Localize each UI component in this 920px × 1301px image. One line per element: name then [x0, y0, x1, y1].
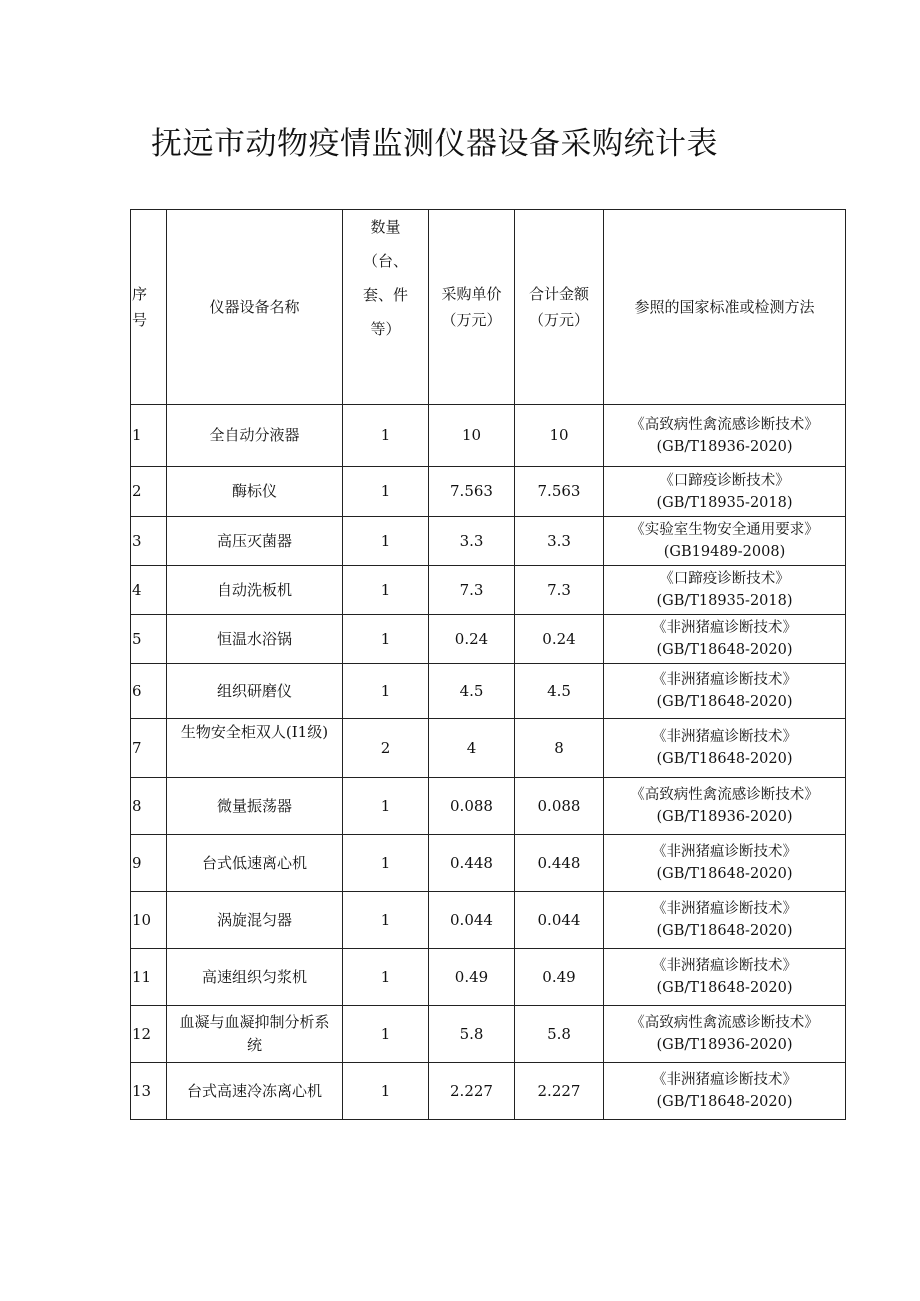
cell-name: 全自动分液器 [167, 405, 343, 467]
table-row [131, 719, 846, 778]
cell-quantity: 1 [343, 467, 429, 517]
cell-index: 5 [131, 615, 167, 664]
table-row [131, 949, 846, 1006]
cell-unit-price: 2.227 [429, 1063, 515, 1120]
cell-total: 2.227 [515, 1063, 604, 1120]
cell-index: 12 [131, 1006, 167, 1063]
table-row [131, 835, 846, 892]
table-row [131, 1006, 846, 1063]
cell-name: 高压灭菌器 [167, 517, 343, 566]
cell-total: 3.3 [515, 517, 604, 566]
cell-name: 自动洗板机 [167, 566, 343, 615]
cell-name: 微量振荡器 [167, 778, 343, 835]
cell-total: 8 [515, 719, 604, 778]
cell-name: 台式高速冷冻离心机 [167, 1063, 343, 1120]
cell-index: 1 [131, 405, 167, 467]
table-row [131, 467, 846, 517]
header-unit-price: 采购单价 （万元） [429, 210, 515, 405]
cell-unit-price: 7.3 [429, 566, 515, 615]
cell-index: 2 [131, 467, 167, 517]
cell-standard: 《非洲猪瘟诊断技术》 (GB/T18648-2020) [604, 892, 846, 949]
cell-quantity: 1 [343, 566, 429, 615]
cell-standard: 《口蹄疫诊断技术》 (GB/T18935-2018) [604, 566, 846, 615]
cell-name: 生物安全柜双人(I1级) [167, 719, 343, 778]
cell-standard: 《实验室生物安全通用要求》 (GB19489-2008) [604, 517, 846, 566]
header-row [131, 210, 846, 405]
cell-quantity: 1 [343, 949, 429, 1006]
cell-total: 5.8 [515, 1006, 604, 1063]
cell-name: 高速组织匀浆机 [167, 949, 343, 1006]
cell-index: 4 [131, 566, 167, 615]
cell-standard: 《非洲猪瘟诊断技术》 (GB/T18648-2020) [604, 1063, 846, 1120]
cell-unit-price: 0.044 [429, 892, 515, 949]
cell-unit-price: 7.563 [429, 467, 515, 517]
table-row [131, 892, 846, 949]
cell-name: 恒温水浴锅 [167, 615, 343, 664]
cell-total: 4.5 [515, 664, 604, 719]
cell-name: 台式低速离心机 [167, 835, 343, 892]
table-row [131, 664, 846, 719]
cell-index: 6 [131, 664, 167, 719]
header-quantity: 数量 （台、 套、件 等） [343, 210, 429, 405]
cell-quantity: 1 [343, 664, 429, 719]
header-total: 合计金额 （万元） [515, 210, 604, 405]
table-row [131, 778, 846, 835]
cell-standard: 《口蹄疫诊断技术》 (GB/T18935-2018) [604, 467, 846, 517]
header-standard: 参照的国家标准或检测方法 [604, 210, 846, 405]
cell-name: 酶标仪 [167, 467, 343, 517]
cell-unit-price: 5.8 [429, 1006, 515, 1063]
table-row [131, 405, 846, 467]
cell-total: 10 [515, 405, 604, 467]
cell-total: 0.044 [515, 892, 604, 949]
cell-unit-price: 4.5 [429, 664, 515, 719]
cell-quantity: 1 [343, 835, 429, 892]
cell-unit-price: 0.448 [429, 835, 515, 892]
cell-unit-price: 0.49 [429, 949, 515, 1006]
cell-index: 3 [131, 517, 167, 566]
procurement-table [130, 209, 846, 1120]
cell-total: 0.448 [515, 835, 604, 892]
cell-index: 13 [131, 1063, 167, 1120]
cell-standard: 《非洲猪瘟诊断技术》 (GB/T18648-2020) [604, 835, 846, 892]
table-row [131, 615, 846, 664]
cell-standard: 《高致病性禽流感诊断技术》 (GB/T18936-2020) [604, 405, 846, 467]
cell-index: 10 [131, 892, 167, 949]
cell-unit-price: 4 [429, 719, 515, 778]
cell-name: 血凝与血凝抑制分析系 统 [167, 1006, 343, 1063]
cell-standard: 《高致病性禽流感诊断技术》 (GB/T18936-2020) [604, 778, 846, 835]
cell-name: 组织研磨仪 [167, 664, 343, 719]
cell-unit-price: 3.3 [429, 517, 515, 566]
cell-index: 11 [131, 949, 167, 1006]
header-name: 仪器设备名称 [167, 210, 343, 405]
cell-index: 8 [131, 778, 167, 835]
cell-unit-price: 0.24 [429, 615, 515, 664]
page-title: 抚远市动物疫情监测仪器设备采购统计表 [151, 126, 718, 162]
cell-index: 7 [131, 719, 167, 778]
cell-standard: 《高致病性禽流感诊断技术》 (GB/T18936-2020) [604, 1006, 846, 1063]
cell-quantity: 2 [343, 719, 429, 778]
cell-quantity: 1 [343, 615, 429, 664]
cell-name: 涡旋混匀器 [167, 892, 343, 949]
cell-unit-price: 10 [429, 405, 515, 467]
cell-standard: 《非洲猪瘟诊断技术》 (GB/T18648-2020) [604, 664, 846, 719]
cell-quantity: 1 [343, 1006, 429, 1063]
cell-total: 7.3 [515, 566, 604, 615]
cell-quantity: 1 [343, 1063, 429, 1120]
cell-standard: 《非洲猪瘟诊断技术》 (GB/T18648-2020) [604, 719, 846, 778]
cell-quantity: 1 [343, 892, 429, 949]
table-row [131, 1063, 846, 1120]
table-row [131, 566, 846, 615]
cell-quantity: 1 [343, 405, 429, 467]
cell-index: 9 [131, 835, 167, 892]
cell-total: 0.49 [515, 949, 604, 1006]
cell-total: 7.563 [515, 467, 604, 517]
cell-unit-price: 0.088 [429, 778, 515, 835]
cell-total: 0.088 [515, 778, 604, 835]
table-row [131, 517, 846, 566]
cell-standard: 《非洲猪瘟诊断技术》 (GB/T18648-2020) [604, 949, 846, 1006]
header-index: 序 号 [131, 210, 167, 405]
cell-quantity: 1 [343, 517, 429, 566]
cell-standard: 《非洲猪瘟诊断技术》 (GB/T18648-2020) [604, 615, 846, 664]
cell-total: 0.24 [515, 615, 604, 664]
cell-quantity: 1 [343, 778, 429, 835]
